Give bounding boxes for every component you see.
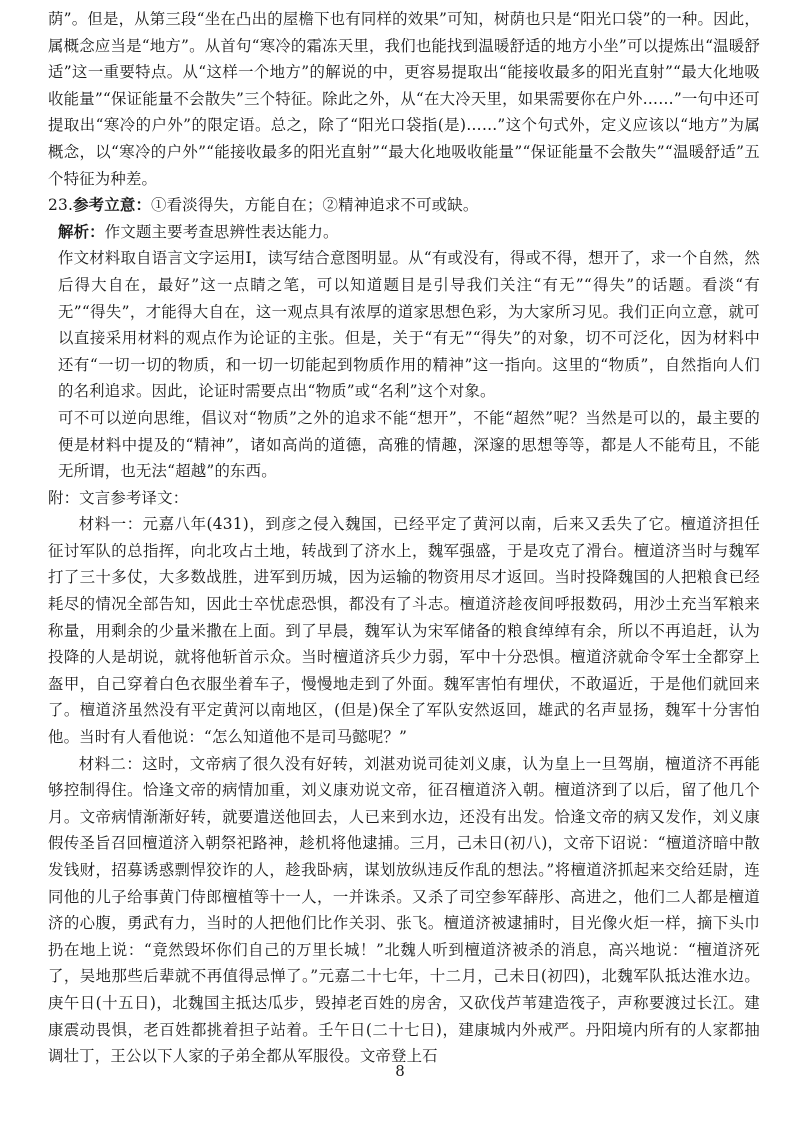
analysis-paragraph-1: 作文材料取自语言文字运用Ⅰ，读写结合意图明显。从“有或没有，得或不得，想开了，求一个自然，然后得大自在，最好”这一点睛之笔，可以知道题目是引导我们关注“有无”“得失”的话题。看淡“有无”“得失”，才能得大自在，这一观点具有浓厚的道家思想色彩，为大家所习见。我们正向立意，就可以直接采用材料的观点作为论证的主张。但是，关于“有无”“得失”的对象，切不可泛化，因为材料中还有“一切一切的物质，和一切一切能起到物质作用的精神”这一指向。这里的“物质”，自然指向人们的名利追求。因此，论证时需要点出“物质”或“名利”这个对象。: [58, 249, 760, 401]
reference-idea-label: 参考立意：: [73, 196, 152, 215]
reference-idea-text: ①看淡得失，方能自在；②精神追求不可或缺。: [151, 196, 479, 215]
answer-22-continuation: 荫”。但是，从第三段“坐在凸出的屋檐下也有同样的效果”可知，树荫也只是“阳光口袋”的一种。因此，属概念应当是“地方”。从首句“寒冷的霜冻天里，我们也能找到温暖舒适的地方小坐”可以提炼出“温暖舒适”这一重要特点。从“这样一个地方”的解说的中，更容易提取出“能接收最多的阳光直射”“最大化地吸收能量”“保证能量不会散失”三个特征。除此之外，从“在大冷天里，如果需要你在户外……”一句中还可提取出“寒冷的户外”的限定语。总之，除了“阳光口袋指(是)……”这个句式外，定义应该以“地方”为属概念，以“寒冷的户外”“能接收最多的阳光直射”“最大化地吸收能量”“保证能量不会散失”“温暖舒适”五个特征为种差。: [48, 10, 760, 188]
appendix-title: 附：文言参考译文：: [48, 488, 189, 507]
material-2-translation: 材料二：这时，文帝病了很久没有好转，刘湛劝说司徒刘义康，认为皇上一旦驾崩，檀道济不再能够控制得住。恰逢文帝的病情加重，刘义康劝说文帝，征召檀道济入朝。檀道济到了以后，留了他几个月。文帝病情渐渐好转，就要遣送他回去，人已来到水边，还没有出发。恰逢文帝的病又发作，刘义康假传圣旨召回檀道济入朝祭祀路神，趁机将他逮捕。三月，己未日(初八)，文帝下诏说：“檀道济暗中散发钱财，招募诱惑剽悍狡诈的人，趁我卧病，谋划放纵违反作乱的想法。”将檀道济抓起来交给廷尉，连同他的儿子给事黄门侍郎檀植等十一人，一并诛杀。又杀了司空参军薛彤、高进之，他们二人都是檀道济的心腹，勇武有力，当时的人把他们比作关羽、张飞。檀道济被逮捕时，目光像火炬一样，摘下头巾扔在地上说：“竟然毁坏你们自己的万里长城！”北魏人听到檀道济被杀的消息，高兴地说：“檀道济死了，吴地那些后辈就不再值得忌惮了。”元嘉二十七年，十二月，己未日(初四)，北魏军队抵达淮水边。庚午日(十五日)，北魏国主抵达瓜步，毁掉老百姓的房舍，又砍伐芦苇建造筏子，声称要渡过长江。建康震动畏惧，老百姓都挑着担子站着。壬午日(二十七日)，建康城内外戒严。丹阳境内所有的人家都抽调壮丁，王公以下人家的子弟全都从军服役。文帝登上石: [48, 754, 760, 1066]
analysis-text: 作文题主要考查思辨性表达能力。: [104, 222, 339, 241]
question-number: 23.: [48, 196, 74, 215]
document-body: [48, 6, 760, 1070]
analysis-line: [48, 219, 760, 246]
material-1-translation: 材料一：元嘉八年(431)，到彦之侵入魏国，已经平定了黄河以南，后来又丢失了它。檀道济担任征讨军队的总指挥，向北攻占土地，转战到了济水上，魏军强盛，于是攻克了滑台。檀道济当时与魏军打了三十多仗，大多数战胜，进军到历城，因为运输的物资用尽才返回。当时投降魏国的人把粮食已经耗尽的情况全部告知，因此士卒忧虑恐惧，都没有了斗志。檀道济趁夜间呼报数码，用沙土充当军粮来称量，用剩余的少量米撒在上面。到了早晨，魏军认为宋军储备的粮食绰绰有余，所以不再追赶，认为投降的人是胡说，就将他斩首示众。当时檀道济兵少力弱，军中十分恐惧。檀道济就命令军士全都穿上盔甲，自己穿着白色衣服坐着车子，慢慢地走到了外面。魏军害怕有埋伏，不敢逼近，于是他们就回来了。檀道济虽然没有平定黄河以南地区，(但是)保全了军队安然返回，雄武的名声显扬，魏军十分害怕他。当时有人看他说：“怎么知道他不是司马懿呢？”: [48, 515, 760, 747]
analysis-paragraph-2: 可不可以逆向思维，倡议对“物质”之外的追求不能“想开”，不能“超然”呢？当然是可以的，最主要的便是材料中提及的“精神”，诸如高尚的道德，高雅的情趣，深邃的思想等等，都是人不能苟且，不能无所谓，也无法“超越”的东西。: [58, 408, 760, 481]
analysis-label: 解析：: [58, 222, 105, 241]
page-number: 8: [395, 1062, 405, 1080]
translation-section: [48, 511, 760, 1069]
answer-23-heading: [48, 192, 760, 219]
